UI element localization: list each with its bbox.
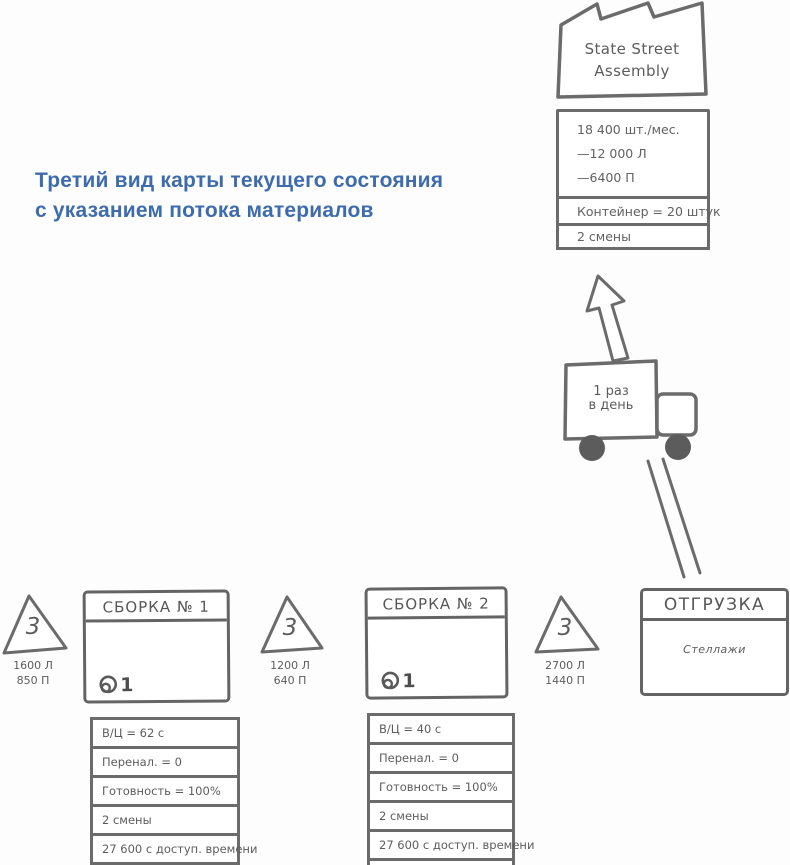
- inventory-count: 3: [282, 615, 298, 641]
- data-row: 2 смены: [370, 803, 512, 832]
- inventory-qty: [0, 658, 73, 688]
- process-box-title: СБОРКА № 1: [86, 593, 227, 623]
- info-box-cut-edge: [556, 240, 710, 250]
- operator-indicator: [379, 671, 415, 691]
- delivery-arrow-icon: [587, 276, 628, 361]
- truck-wheel: [665, 434, 691, 460]
- operator-icon: [379, 671, 401, 691]
- data-row: 27 600 с доступ. времени: [93, 836, 237, 865]
- truck-frequency-line: 1 раз: [593, 384, 629, 399]
- page-title-line: с указанием потока материалов: [35, 199, 374, 222]
- inventory-qty-line: 850 П: [16, 674, 50, 687]
- data-row: Перенал. = 0: [93, 749, 237, 778]
- operator-icon: [97, 675, 119, 695]
- process-box-assembly-1: [83, 589, 231, 703]
- operator-count: 1: [402, 670, 416, 693]
- truck-wheel: [579, 435, 605, 461]
- customer-info-box: [556, 109, 721, 250]
- shipping-box: [640, 588, 789, 696]
- shipment-route-lines: [648, 459, 700, 577]
- truck-frequency-line: в день: [588, 398, 634, 413]
- inventory-qty-line: 640 П: [273, 674, 307, 687]
- inventory-qty: [250, 658, 330, 688]
- customer-name: [557, 38, 707, 82]
- inventory-qty-line: 1440 П: [545, 674, 585, 687]
- process-box-title: СБОРКА № 2: [368, 589, 505, 619]
- demand-line: 18 400 шт./мес.: [577, 122, 680, 137]
- data-box-assembly-2: [367, 713, 535, 865]
- inventory-qty-line: 2700 Л: [545, 659, 585, 672]
- truck-cab: [657, 394, 696, 435]
- data-row: 27 600 с доступ. времени: [370, 832, 512, 861]
- data-row: 2 смены: [93, 807, 237, 836]
- customer-demand-section: [559, 112, 707, 196]
- operator-indicator: [97, 675, 133, 695]
- data-row: Перенал. = 0: [370, 745, 512, 774]
- demand-line: —6400 П: [577, 170, 635, 185]
- data-row: Готовность = 100%: [93, 778, 237, 807]
- data-row: В/Ц = 40 с: [370, 716, 512, 745]
- process-box-assembly-2: [365, 586, 509, 699]
- data-row: Готовность = 100%: [370, 774, 512, 803]
- data-row: [370, 861, 512, 865]
- truck-frequency-label: [567, 385, 655, 413]
- shipping-title: ОТГРУЗКА: [643, 591, 786, 621]
- data-row: В/Ц = 62 с: [93, 720, 237, 749]
- page-title: [35, 166, 443, 226]
- shifts-row: 2 смены: [559, 223, 707, 247]
- data-box-assembly-1: [90, 717, 258, 865]
- inventory-qty: [525, 658, 605, 688]
- demand-line: —12 000 Л: [577, 146, 647, 161]
- page-title-line: Третий вид карты текущего состояния: [35, 169, 444, 192]
- inventory-qty-line: 1200 Л: [270, 659, 310, 672]
- inventory-qty-line: 1600 Л: [13, 659, 53, 672]
- customer-name-line: State Street: [584, 40, 680, 58]
- operator-count: 1: [120, 674, 134, 697]
- inventory-count: 3: [557, 615, 573, 641]
- inventory-count: 3: [25, 614, 41, 640]
- container-row: Контейнер = 20 штук: [559, 196, 707, 223]
- shipping-note: Стеллажи: [683, 643, 746, 656]
- customer-name-line: Assembly: [594, 62, 670, 80]
